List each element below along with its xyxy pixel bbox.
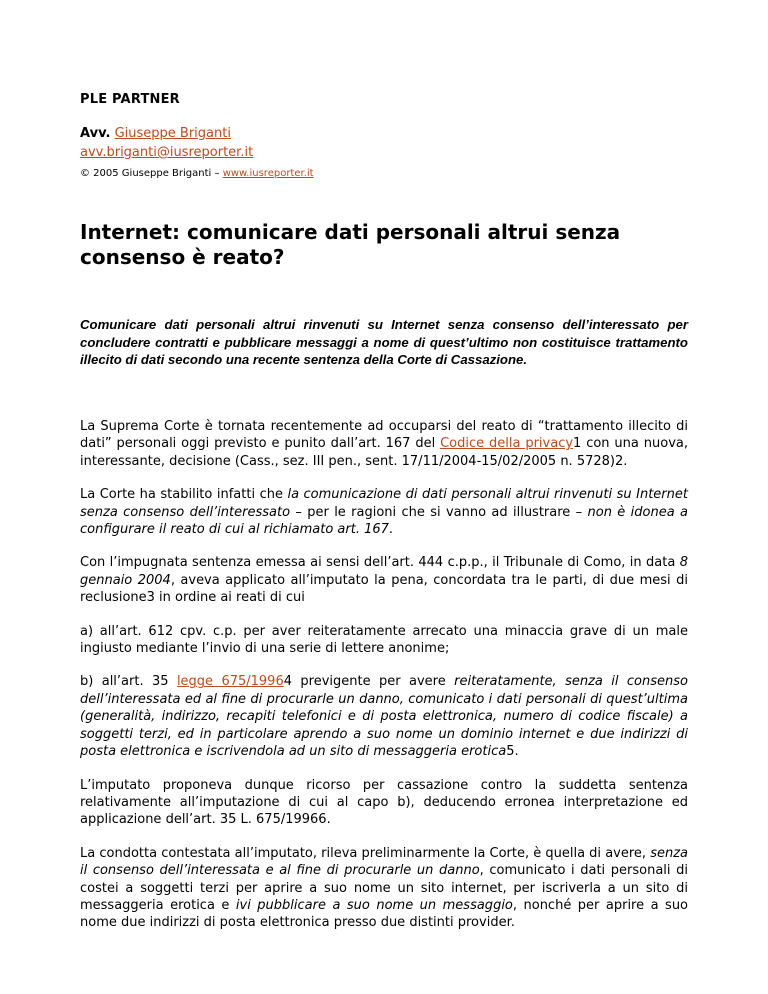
- copyright-line: [80, 168, 314, 179]
- paragraph-text: – per le ragioni che si vanno ad illustrare –: [290, 504, 588, 520]
- author-block: [80, 124, 253, 162]
- paragraph-italic: reiteratamente, senza il consenso dell’interessata ed al fine di procurarle un danno, comunicato i dati personali di quest’ultima (generalità, indirizzo, recapiti telefonici e di posta elettronica, numero di codice fiscale) a soggetti terzi, ed in particolare aprendo a suo nome un dominio internet e due indirizzi di posta elettronica e iscrivendola ad un sito di messaggeria erotica: [80, 674, 688, 760]
- paragraph-text: La Suprema Corte è tornata recentemente ad occuparsi del reato di “trattamento illecito di dati” personali oggi previsto e punito dall’art. 167 del: [80, 419, 688, 452]
- paragraph-text: 5.: [506, 744, 519, 760]
- privacy-code-link[interactable]: Codice della privacy: [440, 436, 574, 452]
- paragraph-italic: la comunicazione di dati personali altrui rinvenuti su Internet senza consenso dell’interessato: [80, 487, 688, 520]
- paragraph-1: [80, 418, 688, 470]
- paragraph-5: [80, 673, 688, 760]
- paragraph-text: , aveva applicato all’imputato la pena, concordata tra le parti, di due mesi di reclusione3 in ordine ai reati di cui: [80, 572, 688, 606]
- website-link[interactable]: www.iusreporter.it: [222, 168, 314, 179]
- paragraph-2: [80, 486, 688, 538]
- paragraph-7: [80, 845, 688, 932]
- article-title: Internet: comunicare dati personali altrui senza consenso è reato?: [80, 220, 621, 269]
- paragraph-text: La Corte ha stabilito infatti che: [80, 487, 288, 503]
- paragraph-text: Con l’impugnata sentenza emessa ai sensi dell’art. 444 c.p.p., il Tribunale di Como, in data: [80, 555, 680, 571]
- article-body: [80, 418, 688, 948]
- paragraph-3: [80, 554, 688, 606]
- paragraph-text: .: [388, 522, 394, 538]
- law-675-link[interactable]: legge 675/1996: [176, 674, 284, 690]
- paragraph-text: , nonché per aprire a suo nome due indirizzi di posta elettronica presso due distinti provider.: [80, 897, 689, 931]
- paragraph-text: La condotta contestata all’imputato, rileva preliminarmente la Corte, è quella di avere,: [80, 845, 651, 861]
- firm-name: PLE PARTNER: [80, 92, 180, 107]
- paragraph-text: , comunicato i dati personali di costei a soggetti terzi per aprire a suo nome un sito internet, per iscriverla a un sito di messaggeria erotica e: [80, 863, 689, 913]
- author-email-link[interactable]: avv.briganti@iusreporter.it: [80, 145, 254, 160]
- author-name-link[interactable]: Giuseppe Briganti: [114, 126, 231, 141]
- paragraph-italic: senza il consenso dell’interessata e al fine di procurarle un danno: [80, 845, 688, 879]
- paragraph-4: a) all’art. 612 cpv. c.p. per aver reiteratamente arrecato una minaccia grave di un male ingiusto mediante l’invio di una serie di lettere anonime;: [80, 623, 688, 657]
- paragraph-text: 4 previgente per avere: [283, 674, 455, 690]
- paragraph-text: b) all’art. 35: [80, 674, 177, 690]
- copyright-text: © 2005 Giuseppe Briganti –: [80, 168, 223, 179]
- paragraph-text: 1 con una nuova, interessante, decisione (Cass., sez. III pen., sent. 17/11/2004-15/02/2005 n. 5728)2.: [80, 436, 688, 469]
- paragraph-italic: 8 gennaio 2004: [80, 555, 688, 588]
- paragraph-italic: ivi pubblicare a suo nome un messaggio: [235, 897, 513, 913]
- paragraph-italic: non è idonea a configurare il reato di cui al richiamato art. 167: [80, 504, 688, 538]
- article-abstract: Comunicare dati personali altrui rinvenuti su Internet senza consenso dell’interessato per concludere contratti e pubblicare messaggi a nome di quest’ultimo non costituisce trattamento illecito di dati secondo una recente sentenza della Corte di Cassazione.: [80, 317, 688, 367]
- paragraph-6: L’imputato proponeva dunque ricorso per cassazione contro la suddetta sentenza relativamente all’imputazione di cui al capo b), deducendo erronea interpretazione ed applicazione dell’art. 35 L. 675/19966.: [80, 777, 688, 828]
- author-prefix: Avv.: [80, 126, 111, 141]
